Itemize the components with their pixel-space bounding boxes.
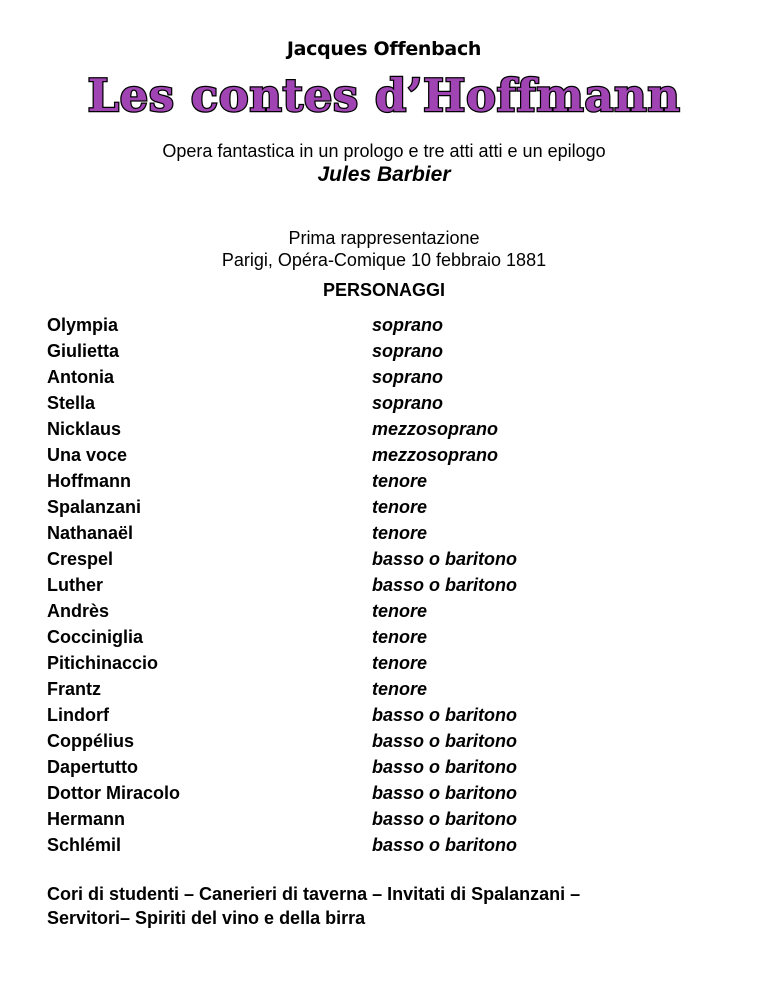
cast-voice-type: tenore [372,471,428,491]
cast-role: Nathanaël [47,523,134,543]
cast-row [47,496,647,522]
cast-row [47,314,647,340]
cast-row [47,626,647,652]
cast-voice-type: tenore [372,627,428,647]
cast-row [47,600,647,626]
cast-role: Dottor Miracolo [47,783,180,803]
cast-role: Olympia [47,315,119,335]
cast-role: Antonia [47,367,114,387]
cast-role: Frantz [47,679,101,699]
cast-voice-type: tenore [372,679,428,699]
cast-voice-type: soprano [372,341,444,361]
cast-row [47,704,647,730]
cast-row [47,834,647,860]
cast-voice-type: basso o baritono [372,809,518,829]
cast-row [47,652,647,678]
cast-role: Coppélius [47,731,135,751]
cast-voice-type: basso o baritono [372,549,518,569]
cast-row [47,782,647,808]
cast-voice-type: basso o baritono [372,835,518,855]
librettist-name: Jules Barbier [317,163,451,186]
cast-row [47,548,647,574]
cast-role: Una voce [47,445,128,465]
cast-voice-type: basso o baritono [372,783,518,803]
cast-role: Crespel [47,549,114,569]
cast-row [47,444,647,470]
cast-heading: PERSONAGGI [322,280,446,300]
premiere-detail: Parigi, Opéra-Comique 10 febbraio 1881 [221,250,547,270]
cast-voice-type: basso o baritono [372,731,518,751]
cast-role: Schlémil [47,835,122,855]
opera-subtitle: Opera fantastica in un prologo e tre atti atti e un epilogo [162,141,606,161]
cast-list [47,314,647,860]
cast-voice-type: tenore [372,497,428,517]
cast-role: Cocciniglia [47,627,144,647]
chorus-line: Servitori– Spiriti del vino e della birra [47,908,366,928]
chorus-list [47,882,727,930]
opera-title: Les contes d’Hoffmann [87,69,681,122]
premiere-label: Prima rappresentazione [288,228,480,248]
cast-voice-type: soprano [372,367,444,387]
cast-role: Andrès [47,601,110,621]
chorus-line: Cori di studenti – Canerieri di taverna – Invitati di Spalanzani – [47,884,581,904]
cast-role: Giulietta [47,341,120,361]
cast-row [47,756,647,782]
cast-row [47,470,647,496]
cast-voice-type: tenore [372,653,428,673]
cast-row [47,678,647,704]
cast-role: Nicklaus [47,419,122,439]
cast-row [47,366,647,392]
composer-name: Jacques Offenbach [286,38,482,60]
cast-voice-type: tenore [372,523,428,543]
cast-row [47,522,647,548]
cast-role: Lindorf [47,705,109,725]
cast-role: Spalanzani [47,497,142,517]
cast-role: Dapertutto [47,757,138,777]
cast-voice-type: basso o baritono [372,705,518,725]
cast-role: Stella [47,393,96,413]
cast-row [47,808,647,834]
cast-voice-type: mezzosoprano [372,445,499,465]
cast-voice-type: soprano [372,315,444,335]
cast-row [47,574,647,600]
cast-role: Hoffmann [47,471,131,491]
cast-voice-type: mezzosoprano [372,419,499,439]
cast-role: Pitichinaccio [47,653,159,673]
cast-row [47,340,647,366]
cast-role: Hermann [47,809,126,829]
cast-voice-type: basso o baritono [372,575,518,595]
cast-row [47,392,647,418]
cast-voice-type: tenore [372,601,428,621]
cast-row [47,418,647,444]
cast-voice-type: soprano [372,393,444,413]
cast-role: Luther [47,575,103,595]
cast-row [47,730,647,756]
cast-voice-type: basso o baritono [372,757,518,777]
